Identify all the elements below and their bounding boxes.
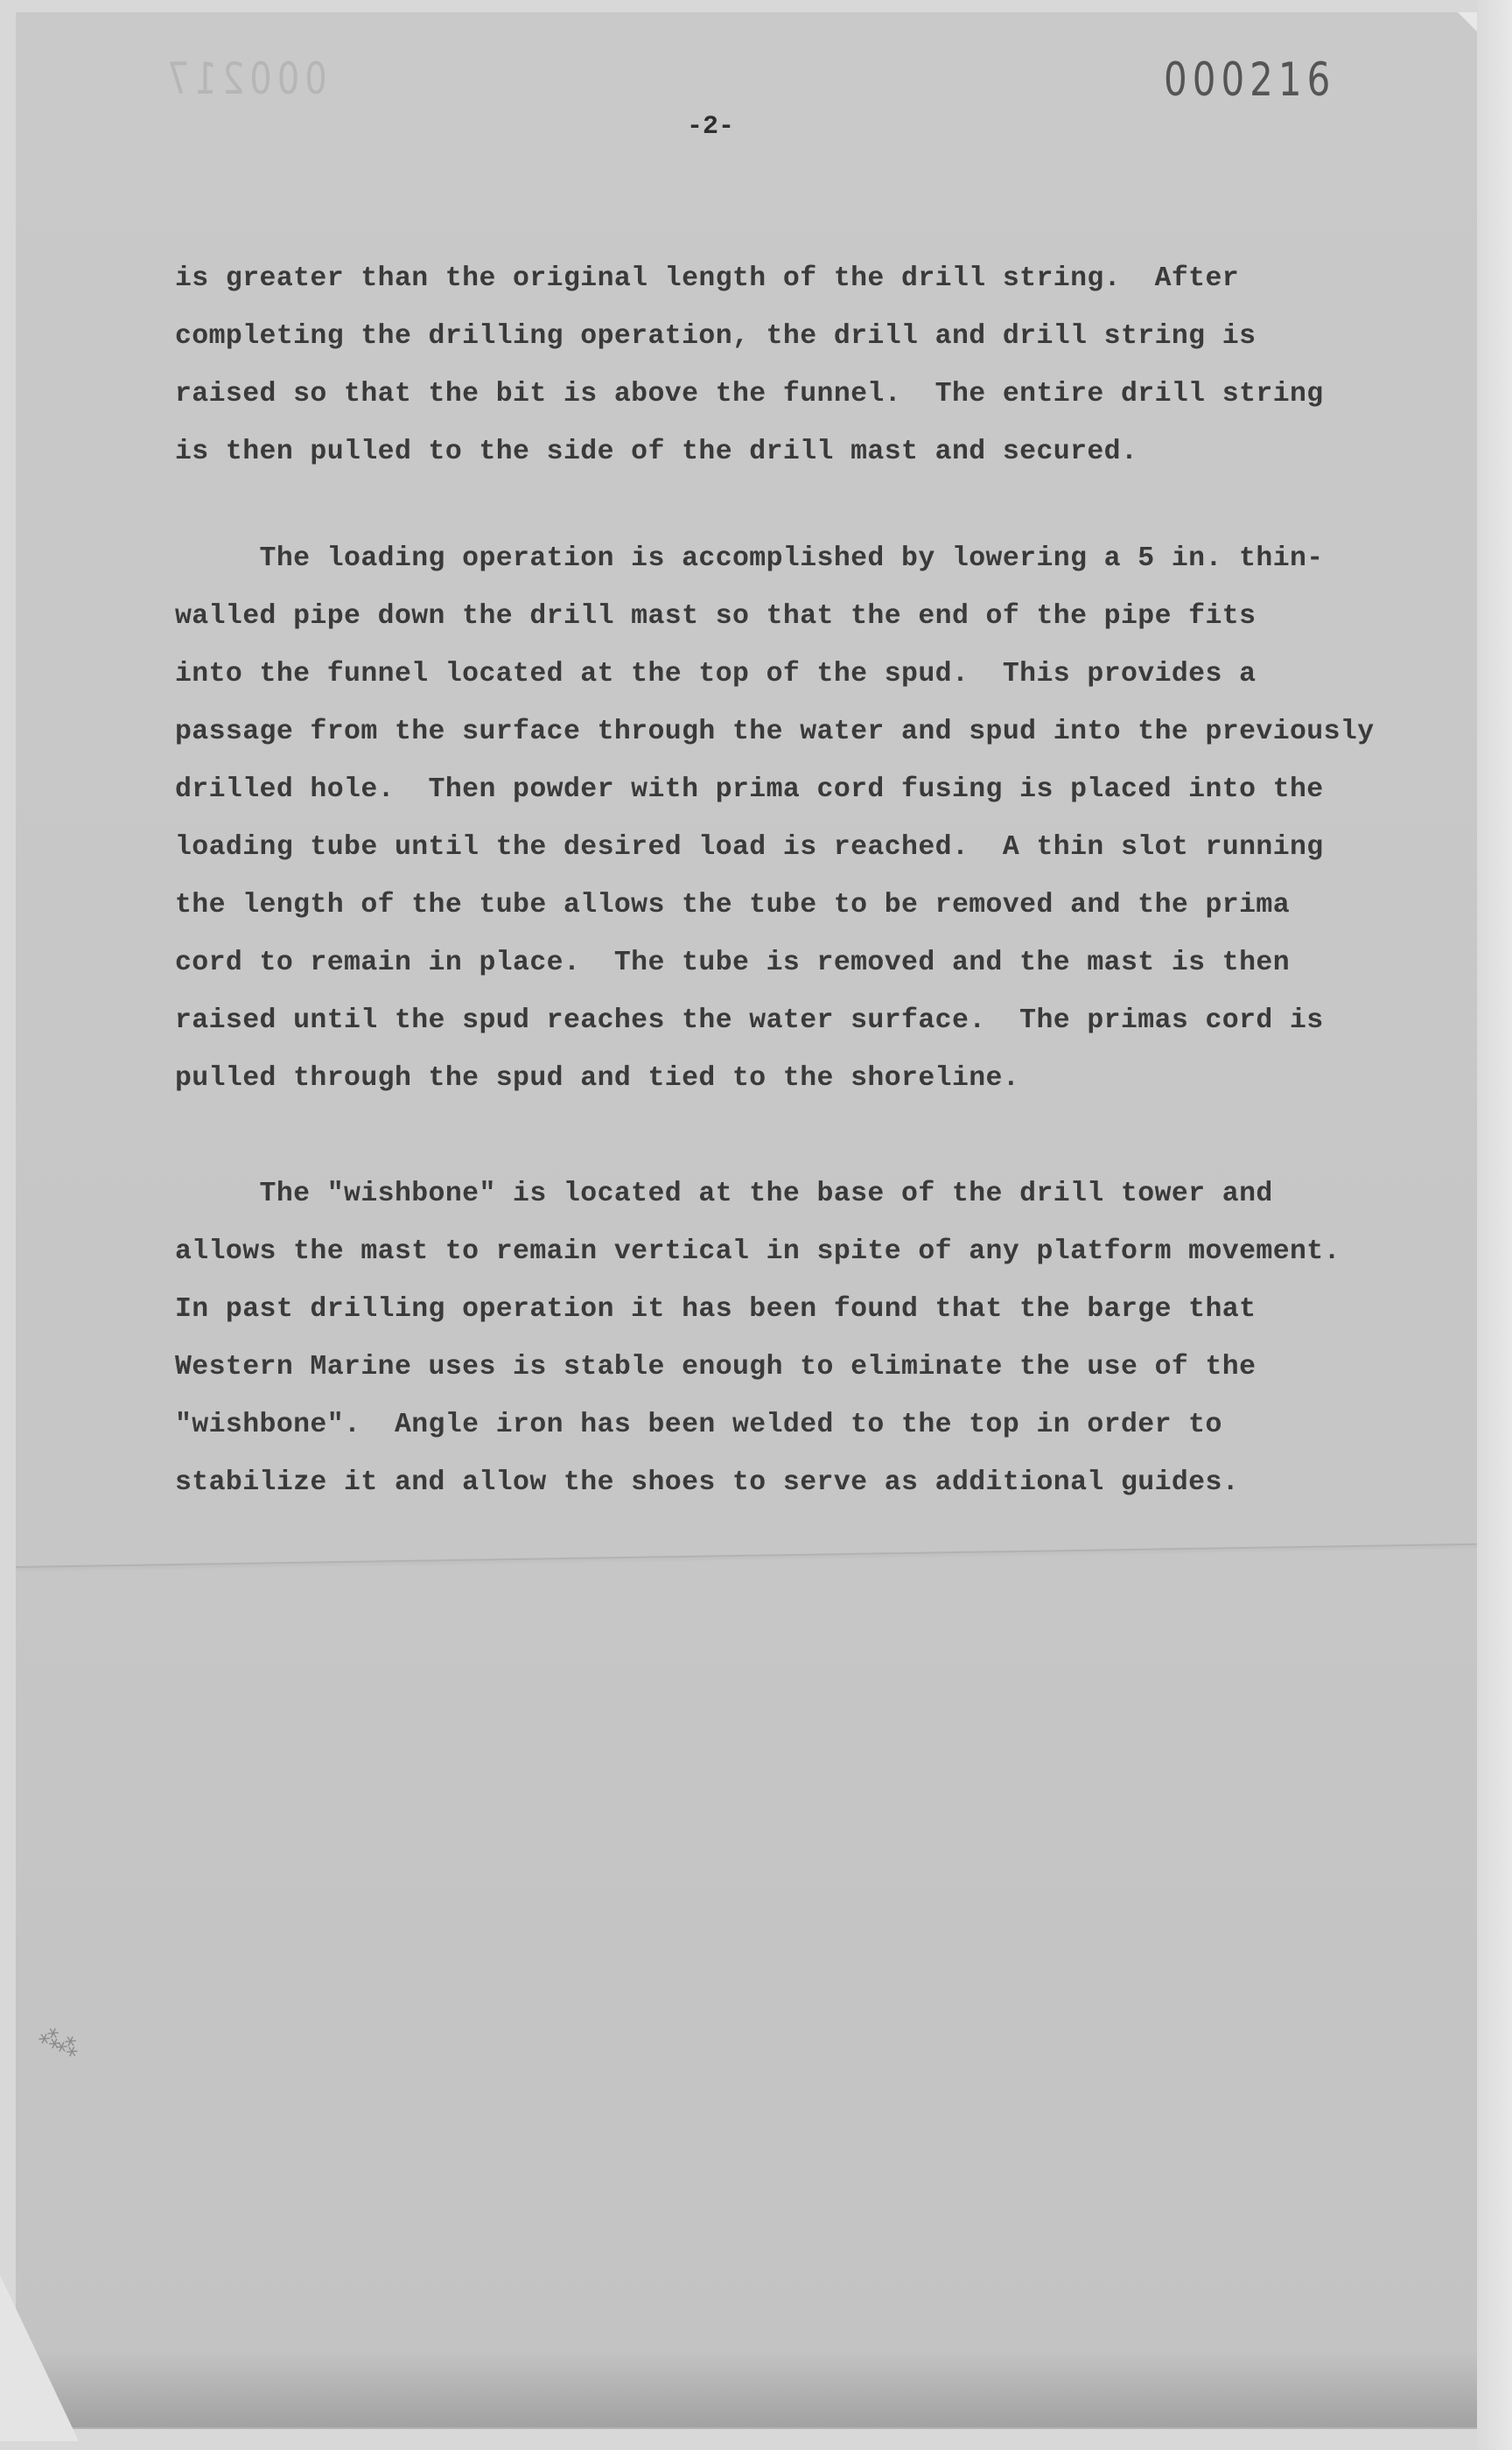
text-line: the length of the tube allows the tube to be removed and the prima (175, 890, 1291, 920)
text-line: stabilize it and allow the shoes to serve as additional guides. (175, 1467, 1240, 1498)
scan-background-edge (1477, 0, 1512, 2450)
text-line: raised so that the bit is above the funnel. The entire drill string (175, 379, 1324, 410)
text-line: "wishbone". Angle iron has been welded to the top in order to (175, 1410, 1222, 1440)
text-line: cord to remain in place. The tube is removed and the mast is then (175, 948, 1291, 978)
paragraph-3 (175, 1166, 1340, 1512)
text-line: Western Marine uses is stable enough to eliminate the use of the (175, 1352, 1256, 1382)
ink-smudge: ⁂⁂ (34, 2022, 80, 2063)
paragraph-2 (175, 530, 1375, 1108)
bottom-edge-shadow (16, 2350, 1477, 2429)
text-line: completing the drilling operation, the drill and drill string is (175, 321, 1256, 352)
text-line: passage from the surface through the water and spud into the previously (175, 717, 1375, 747)
text-line: In past drilling operation it has been found that the barge that (175, 1294, 1256, 1325)
text-line: The "wishbone" is located at the base of the drill tower and (175, 1179, 1273, 1209)
page-number: -2- (687, 112, 735, 142)
text-line: allows the mast to remain vertical in spite of any platform movement. (175, 1236, 1340, 1267)
paragraph-1 (175, 250, 1324, 481)
torn-corner (0, 2275, 79, 2441)
text-line: loading tube until the desired load is reached. A thin slot running (175, 832, 1324, 863)
folded-corner (1458, 12, 1477, 32)
text-line: is then pulled to the side of the drill mast and secured. (175, 437, 1138, 467)
ghost-stamp-number: 000217 (162, 54, 327, 105)
text-line: walled pipe down the drill mast so that the end of the pipe fits (175, 601, 1256, 632)
text-line: The loading operation is accomplished by lowering a 5 in. thin- (175, 543, 1324, 574)
text-line: drilled hole. Then powder with prima cord fusing is placed into the (175, 774, 1324, 805)
text-line: into the funnel located at the top of the spud. This provides a (175, 659, 1256, 690)
text-line: is greater than the original length of the drill string. After (175, 263, 1240, 294)
stamp-number: 000216 (1164, 52, 1336, 107)
text-line: pulled through the spud and tied to the shoreline. (175, 1063, 1020, 1094)
text-line: raised until the spud reaches the water surface. The primas cord is (175, 1005, 1324, 1036)
